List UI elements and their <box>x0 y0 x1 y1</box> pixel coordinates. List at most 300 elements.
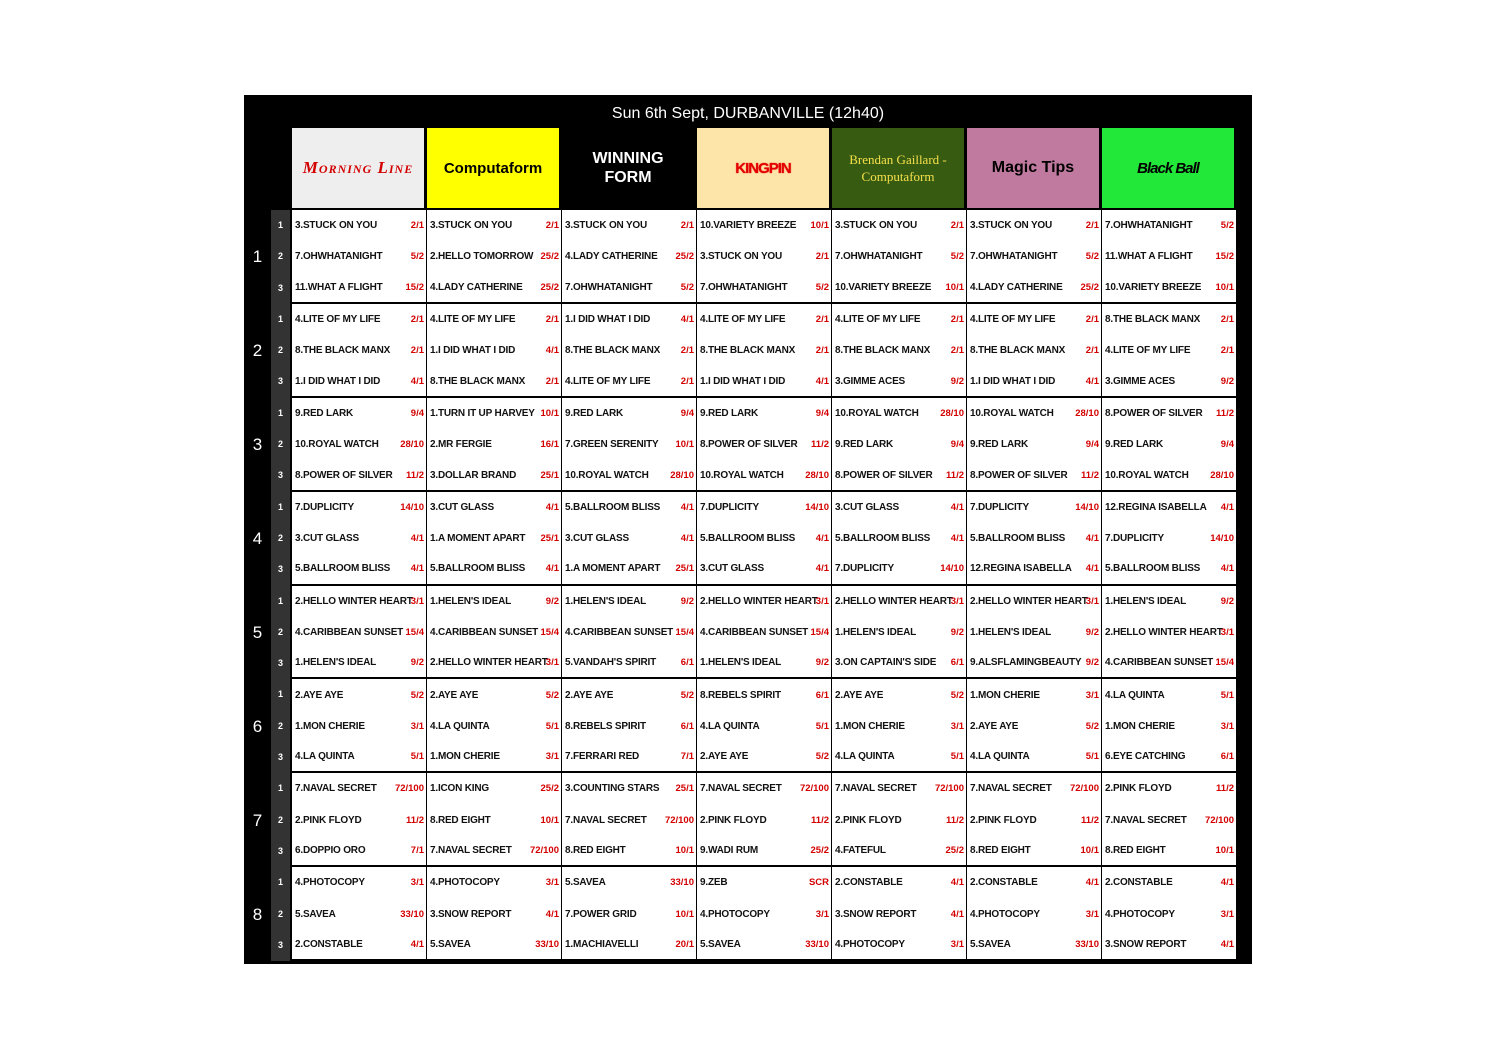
odds: 25/1 <box>540 469 559 481</box>
header-morning-line <box>292 128 424 208</box>
horse-name: 1.MON CHERIE <box>430 751 500 763</box>
horse-name: 3.SNOW REPORT <box>1105 938 1187 950</box>
odds: 2/1 <box>410 345 424 357</box>
odds: 5/1 <box>410 751 424 763</box>
tip-cell <box>697 679 831 710</box>
horse-name: 4.LITE OF MY LIFE <box>700 314 786 326</box>
tip-cell <box>967 523 1101 554</box>
odds: 9/4 <box>410 407 424 419</box>
odds: 28/10 <box>400 439 424 451</box>
tip-cell <box>967 836 1101 867</box>
tip-cell <box>1102 930 1236 961</box>
odds: 9/4 <box>815 407 829 419</box>
horse-name: 4.LA QUINTA <box>295 751 355 763</box>
tip-cell <box>832 460 966 491</box>
horse-name: 2.HELLO WINTER HEART <box>1105 627 1223 638</box>
tip-cell <box>832 241 966 272</box>
odds: 25/2 <box>540 281 559 293</box>
horse-name: 8.THE BLACK MANX <box>565 345 661 357</box>
tip-cell <box>427 304 561 335</box>
tips-sheet <box>244 95 1252 964</box>
tip-row <box>292 523 1237 554</box>
odds: 2/1 <box>1085 220 1099 232</box>
odds: 5/2 <box>680 689 694 701</box>
odds: 25/2 <box>675 251 694 263</box>
odds: 3/1 <box>545 657 559 669</box>
horse-name: 7.OHWHATANIGHT <box>295 251 383 263</box>
horse-name: 2.HELLO WINTER HEART <box>700 595 818 607</box>
horse-name: 5.BALLROOM BLISS <box>430 563 526 575</box>
tip-cell <box>292 679 426 710</box>
odds: 33/10 <box>535 938 559 950</box>
odds: 3/1 <box>1085 689 1099 701</box>
horse-name: 4.FATEFUL <box>835 845 886 857</box>
tip-cell <box>427 711 561 742</box>
tip-cell <box>967 366 1101 397</box>
tip-cell <box>832 617 966 648</box>
tip-cell <box>1102 742 1236 773</box>
odds: 6/1 <box>815 689 829 701</box>
tip-cell <box>832 586 966 617</box>
horse-name: 1.I DID WHAT I DID <box>565 314 651 326</box>
tip-cell <box>697 460 831 491</box>
horse-name: 3.STUCK ON YOU <box>700 251 783 263</box>
odds: 10/1 <box>1080 845 1099 857</box>
tip-cell <box>427 586 561 617</box>
tip-cell <box>967 429 1101 460</box>
odds: 5/2 <box>950 689 964 701</box>
horse-name: 7.NAVAL SECRET <box>700 783 782 795</box>
horse-name: 8.POWER OF SILVER <box>700 439 798 451</box>
horse-name: 9.RED LARK <box>700 407 759 419</box>
odds: 4/1 <box>1220 877 1234 889</box>
horse-name: 10.VARIETY BREEZE <box>700 220 797 232</box>
position-number: 1 <box>277 501 283 512</box>
horse-name: 2.CONSTABLE <box>970 877 1038 889</box>
tip-cell <box>292 429 426 460</box>
horse-name: 5.SAVEA <box>700 938 741 950</box>
horse-name: 4.LADY CATHERINE <box>565 251 658 263</box>
odds: 4/1 <box>410 533 424 545</box>
header-computaform <box>427 128 559 208</box>
tip-row <box>292 429 1237 460</box>
odds: 11/2 <box>406 469 424 481</box>
tip-cell <box>1102 679 1236 710</box>
odds: 10/1 <box>540 407 559 419</box>
odds: 4/1 <box>545 345 559 357</box>
horse-name: 9.RED LARK <box>835 439 894 451</box>
tip-cell <box>697 899 831 930</box>
tip-cell <box>832 867 966 898</box>
odds: 4/1 <box>680 501 694 513</box>
position-number: 1 <box>277 313 283 324</box>
horse-name: 7.NAVAL SECRET <box>295 783 377 795</box>
tip-cell <box>697 554 831 585</box>
horse-name: 8.POWER OF SILVER <box>970 469 1068 481</box>
horse-name: 9.RED LARK <box>565 407 624 419</box>
tip-cell <box>697 273 831 304</box>
race-number: 7 <box>252 811 263 830</box>
horse-name: 8.POWER OF SILVER <box>295 469 393 481</box>
horse-name: 1.MON CHERIE <box>295 720 365 732</box>
tip-cell <box>1102 210 1236 241</box>
odds: 11/2 <box>1081 814 1099 826</box>
tip-cell <box>967 586 1101 617</box>
odds: 3/1 <box>410 720 424 732</box>
odds: 9/4 <box>1220 439 1234 451</box>
horse-name: 6.EYE CATCHING <box>1105 751 1186 763</box>
odds: 4/1 <box>1220 563 1234 575</box>
horse-name: 3.GIMME ACES <box>835 375 906 387</box>
horse-name: 4.PHOTOCOPY <box>835 938 905 950</box>
tip-cell <box>427 648 561 679</box>
tip-cell <box>697 586 831 617</box>
odds: 5/2 <box>680 281 694 293</box>
horse-name: 3.CUT GLASS <box>430 501 494 513</box>
odds: 9/2 <box>680 595 694 607</box>
tip-cell <box>832 930 966 961</box>
horse-name: 8.POWER OF SILVER <box>835 469 933 481</box>
odds: 15/2 <box>405 281 424 293</box>
tip-cell <box>562 899 696 930</box>
odds: 9/2 <box>815 657 829 669</box>
tip-cell <box>1102 523 1236 554</box>
tip-cell <box>967 899 1101 930</box>
odds: 15/4 <box>1215 657 1234 669</box>
tip-cell <box>427 805 561 836</box>
horse-name: 8.REBELS SPIRIT <box>700 689 781 701</box>
horse-name: 5.SAVEA <box>430 938 471 950</box>
race-number: 5 <box>252 623 263 642</box>
horse-name: 8.THE BLACK MANX <box>700 345 796 357</box>
tip-cell <box>967 210 1101 241</box>
position-number: 3 <box>277 939 283 950</box>
tip-cell <box>697 335 831 366</box>
odds: 25/2 <box>810 845 829 857</box>
tip-cell <box>562 773 696 804</box>
horse-name: 3.GIMME ACES <box>1105 375 1176 387</box>
horse-name: 9.ALSFLAMINGBEAUTY <box>970 657 1082 669</box>
position-number: 3 <box>277 564 283 575</box>
tip-cell <box>562 586 696 617</box>
odds: 11/2 <box>811 814 829 826</box>
tip-row <box>292 899 1237 930</box>
tip-cell <box>427 366 561 397</box>
horse-name: 1.MON CHERIE <box>970 689 1040 701</box>
horse-name: 1.MON CHERIE <box>835 720 905 732</box>
tip-cell <box>562 805 696 836</box>
odds: 14/10 <box>805 501 829 513</box>
odds: 4/1 <box>815 533 829 545</box>
tip-cell <box>697 867 831 898</box>
horse-name: 4.LITE OF MY LIFE <box>295 314 381 326</box>
horse-name: 3.DOLLAR BRAND <box>430 469 517 481</box>
horse-name: 4.CARIBBEAN SUNSET <box>700 627 809 638</box>
odds: 2/1 <box>680 220 694 232</box>
horse-name: 7.NAVAL SECRET <box>1105 814 1187 826</box>
tip-cell <box>967 241 1101 272</box>
horse-name: 8.POWER OF SILVER <box>1105 407 1203 419</box>
tip-cell <box>697 492 831 523</box>
odds: 4/1 <box>815 563 829 575</box>
horse-name: 4.LA QUINTA <box>430 720 490 732</box>
horse-name: 10.VARIETY BREEZE <box>1105 281 1202 293</box>
tip-cell <box>427 617 561 648</box>
odds: 9/4 <box>1085 439 1099 451</box>
tip-cell <box>292 648 426 679</box>
odds: 5/1 <box>1220 689 1234 701</box>
tip-row <box>292 648 1237 679</box>
tip-cell <box>1102 617 1236 648</box>
tip-cell <box>832 523 966 554</box>
odds: 3/1 <box>815 595 829 607</box>
position-number: 3 <box>277 376 283 387</box>
tips-grid <box>292 210 1237 961</box>
tip-cell <box>562 492 696 523</box>
odds: 4/1 <box>1085 533 1099 545</box>
odds: 25/1 <box>675 783 694 795</box>
horse-name: 4.CARIBBEAN SUNSET <box>295 627 404 638</box>
odds: 4/1 <box>410 563 424 575</box>
odds: 7/1 <box>680 751 694 763</box>
tip-cell <box>292 773 426 804</box>
tip-cell <box>1102 398 1236 429</box>
odds: 5/2 <box>815 751 829 763</box>
odds: 2/1 <box>545 375 559 387</box>
tip-cell <box>562 711 696 742</box>
tip-cell <box>967 335 1101 366</box>
tip-cell <box>832 210 966 241</box>
tip-cell <box>697 210 831 241</box>
horse-name: 8.RED EIGHT <box>1105 845 1166 857</box>
horse-name: 3.ON CAPTAIN'S SIDE <box>835 657 937 669</box>
position-number: 3 <box>277 282 283 293</box>
horse-name: 7.POWER GRID <box>565 908 637 920</box>
horse-name: 10.ROYAL WATCH <box>835 407 919 419</box>
odds: 11/2 <box>1081 469 1099 481</box>
horse-name: 4.LITE OF MY LIFE <box>430 314 516 326</box>
horse-name: 4.LA QUINTA <box>1105 689 1165 701</box>
tip-row <box>292 617 1237 648</box>
horse-name: 3.COUNTING STARS <box>565 783 660 795</box>
horse-name: 11.WHAT A FLIGHT <box>295 281 383 293</box>
horse-name: 1.HELEN'S IDEAL <box>1105 595 1187 607</box>
horse-name: 9.ZEB <box>700 877 728 889</box>
horse-name: 2.AYE AYE <box>565 689 614 701</box>
odds: 4/1 <box>950 877 964 889</box>
tip-cell <box>1102 366 1236 397</box>
odds: 25/1 <box>540 533 559 545</box>
horse-name: 4.LA QUINTA <box>700 720 760 732</box>
position-number: 1 <box>277 595 283 606</box>
horse-name: 8.RED EIGHT <box>970 845 1031 857</box>
horse-name: 4.LITE OF MY LIFE <box>1105 345 1191 357</box>
horse-name: 7.FERRARI RED <box>565 751 640 763</box>
tip-row <box>292 679 1237 710</box>
horse-name: 1.HELEN'S IDEAL <box>700 657 782 669</box>
odds: 3/1 <box>1085 595 1099 607</box>
odds: 4/1 <box>950 501 964 513</box>
tip-cell <box>292 273 426 304</box>
odds: 14/10 <box>1075 501 1099 513</box>
tip-cell <box>967 930 1101 961</box>
odds: 9/2 <box>1220 375 1234 387</box>
tip-row <box>292 273 1237 304</box>
horse-name: 6.DOPPIO ORO <box>295 845 366 857</box>
horse-name: 10.ROYAL WATCH <box>565 469 649 481</box>
odds: 9/2 <box>1085 657 1099 669</box>
position-number: 2 <box>277 814 283 825</box>
odds: 4/1 <box>410 938 424 950</box>
tip-cell <box>292 460 426 491</box>
tip-cell <box>967 617 1101 648</box>
horse-name: 4.CARIBBEAN SUNSET <box>430 627 539 638</box>
horse-name: 7.DUPLICITY <box>700 501 759 513</box>
horse-name: 2.AYE AYE <box>295 689 344 701</box>
odds: 11/2 <box>946 814 964 826</box>
tip-cell <box>562 523 696 554</box>
tip-cell <box>427 241 561 272</box>
header-label: Computaform <box>443 159 543 177</box>
position-number: 2 <box>277 439 283 450</box>
tip-cell <box>562 679 696 710</box>
odds: 4/1 <box>815 375 829 387</box>
horse-name: 5.BALLROOM BLISS <box>835 533 931 545</box>
tip-cell <box>427 429 561 460</box>
horse-name: 7.DUPLICITY <box>970 501 1029 513</box>
tip-cell <box>832 429 966 460</box>
tip-cell <box>1102 429 1236 460</box>
odds: 5/2 <box>410 251 424 263</box>
tip-cell <box>1102 711 1236 742</box>
tip-cell <box>292 586 426 617</box>
odds: 72/100 <box>394 783 424 795</box>
tip-row <box>292 586 1237 617</box>
horse-name: 4.LITE OF MY LIFE <box>835 314 921 326</box>
horse-name: 7.OHWHATANIGHT <box>970 251 1058 263</box>
odds: 11/2 <box>946 469 964 481</box>
tip-cell <box>427 460 561 491</box>
tip-cell <box>697 742 831 773</box>
tip-cell <box>832 805 966 836</box>
tip-cell <box>427 836 561 867</box>
odds: 3/1 <box>545 751 559 763</box>
horse-name: 9.WADI RUM <box>700 845 759 857</box>
odds: 72/100 <box>799 783 829 795</box>
tip-cell <box>1102 836 1236 867</box>
tip-cell <box>967 398 1101 429</box>
horse-name: 8.RED EIGHT <box>430 814 491 826</box>
odds: 10/1 <box>810 220 829 232</box>
tip-cell <box>697 930 831 961</box>
horse-name: 8.THE BLACK MANX <box>295 345 391 357</box>
tip-cell <box>427 867 561 898</box>
odds: 4/1 <box>950 533 964 545</box>
tip-row <box>292 554 1237 585</box>
tip-cell <box>427 492 561 523</box>
odds: 3/1 <box>1085 908 1099 920</box>
odds: 11/2 <box>811 439 829 451</box>
tip-cell <box>1102 241 1236 272</box>
tip-cell <box>562 366 696 397</box>
tip-cell <box>697 366 831 397</box>
odds: 5/2 <box>1085 720 1099 732</box>
odds: 9/4 <box>680 407 694 419</box>
tip-cell <box>967 679 1101 710</box>
odds: 5/2 <box>1085 251 1099 263</box>
tipster-header-row <box>292 128 1234 208</box>
tip-cell <box>562 398 696 429</box>
horse-name: 1.HELEN'S IDEAL <box>430 595 512 607</box>
position-number: 2 <box>277 626 283 637</box>
header-label: Morning Line <box>302 158 414 177</box>
horse-name: 7.OHWHATANIGHT <box>835 251 923 263</box>
horse-name: 1.MON CHERIE <box>1105 720 1175 732</box>
horse-name: 1.HELEN'S IDEAL <box>970 627 1052 638</box>
tip-row <box>292 304 1237 335</box>
odds: 15/2 <box>1215 251 1234 263</box>
horse-name: 9.RED LARK <box>295 407 354 419</box>
odds: 2/1 <box>545 314 559 326</box>
tip-row <box>292 742 1237 773</box>
horse-name: 8.THE BLACK MANX <box>835 345 931 357</box>
horse-name: 10.VARIETY BREEZE <box>835 281 932 293</box>
sheet-title: Sun 6th Sept, DURBANVILLE (12h40) <box>611 105 885 122</box>
odds: 3/1 <box>1220 908 1234 920</box>
horse-name: 2.HELLO WINTER HEART <box>295 595 413 607</box>
horse-name: 2.HELLO WINTER HEART <box>835 595 953 607</box>
tip-cell <box>697 711 831 742</box>
horse-name: 7.DUPLICITY <box>295 501 354 513</box>
position-number: 2 <box>277 908 283 919</box>
tip-cell <box>1102 867 1236 898</box>
tip-cell <box>292 899 426 930</box>
odds: 11/2 <box>1216 407 1234 419</box>
tip-row <box>292 335 1237 366</box>
tip-cell <box>562 273 696 304</box>
horse-name: 5.SAVEA <box>295 908 336 920</box>
horse-name: 5.BALLROOM BLISS <box>1105 563 1201 575</box>
odds: 15/4 <box>405 627 424 638</box>
horse-name: 10.ROYAL WATCH <box>700 469 784 481</box>
tip-cell <box>562 742 696 773</box>
horse-name: 3.SNOW REPORT <box>835 908 917 920</box>
tip-cell <box>292 867 426 898</box>
tip-row <box>292 805 1237 836</box>
tip-row <box>292 492 1237 523</box>
horse-name: 3.CUT GLASS <box>835 501 899 513</box>
tip-cell <box>967 554 1101 585</box>
tip-cell <box>1102 773 1236 804</box>
tip-cell <box>697 304 831 335</box>
odds: 5/1 <box>950 751 964 763</box>
odds: 20/1 <box>675 938 694 950</box>
tip-cell <box>562 460 696 491</box>
tip-cell <box>697 398 831 429</box>
odds: 2/1 <box>680 375 694 387</box>
odds: 2/1 <box>545 220 559 232</box>
horse-name: 9.RED LARK <box>970 439 1029 451</box>
tip-cell <box>1102 460 1236 491</box>
odds: 72/100 <box>529 845 559 857</box>
odds: 5/2 <box>410 689 424 701</box>
tip-cell <box>292 492 426 523</box>
tip-cell <box>967 460 1101 491</box>
odds: 3/1 <box>410 595 424 607</box>
odds: 3/1 <box>1220 627 1234 638</box>
odds: 4/1 <box>545 563 559 575</box>
odds: 11/2 <box>1216 783 1234 795</box>
